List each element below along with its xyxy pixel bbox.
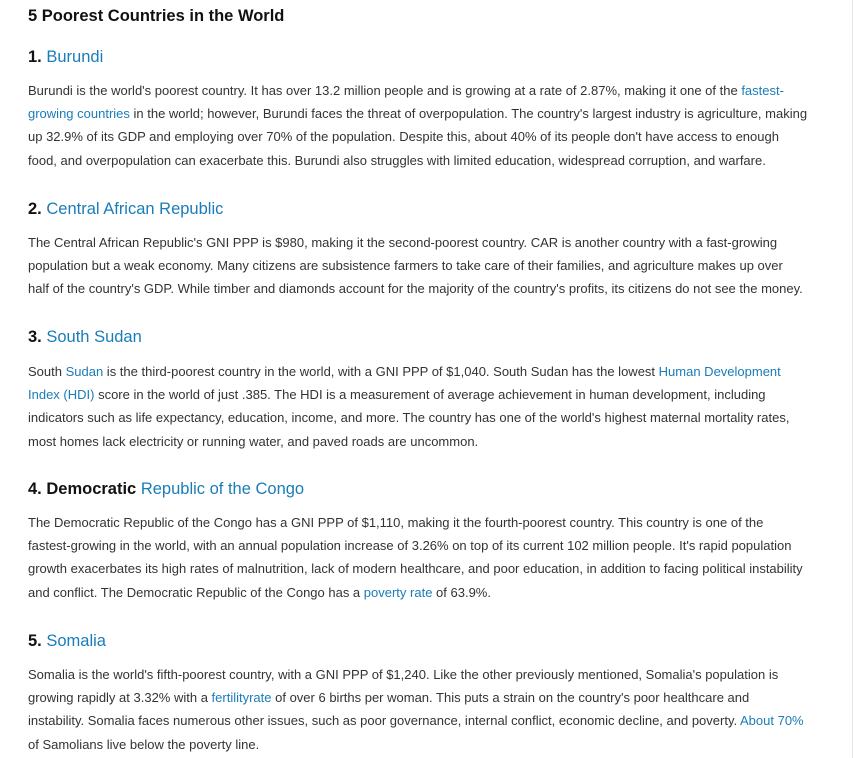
paragraph-line: Somalia is the world's fifth-poorest country, with a GNI PPP of $1,240. Like the other previously mentioned, Somalia's population is (28, 667, 779, 682)
section-paragraph-somalia (28, 663, 828, 756)
country-link-somalia[interactable]: Somalia (46, 632, 106, 650)
article-title: 5 Poorest Countries in the World (28, 7, 285, 25)
paragraph-line: The Central African Republic's GNI PPP is $980, making it the second-poorest country. CAR is another country with a fast-growing (28, 235, 778, 250)
country-link-south-sudan[interactable]: South Sudan (46, 328, 142, 346)
section-number: 4. (28, 480, 42, 498)
paragraph-line: instability. Somalia faces numerous other issues, such as poor governance, internal conflict, economic decline, and poverty. About 70% (28, 713, 804, 729)
section-heading-democratic-republic-of-the-congo (28, 480, 304, 499)
paragraph-line: South Sudan is the third-poorest country in the world, with a GNI PPP of $1,040. South Sudan has the lowest Human Development (28, 364, 781, 379)
human-development-index-link-continued[interactable]: Index (HDI) (28, 387, 95, 403)
fertility-rate-link[interactable]: fertilityrate (211, 690, 272, 706)
paragraph-line: fastest-growing in the world, with an annual population increase of 3.26% on top of its current 102 million people. It's rapid population (28, 538, 792, 554)
section-paragraph-central-african-republic (28, 231, 828, 301)
country-link-republic-of-the-congo[interactable]: Republic of the Congo (140, 480, 305, 498)
section-number: 1. (28, 48, 42, 66)
paragraph-line: growing rapidly at 3.32% with a fertilityrate of over 6 births per woman. This puts a strain on the country's poor healthcare and (28, 690, 750, 706)
fastest-growing-countries-link[interactable]: fastest- (741, 83, 784, 98)
paragraph-line: growing countries in the world; however, Burundi faces the threat of overpopulation. The country's largest industry is agriculture, making (28, 106, 808, 122)
paragraph-line: Burundi is the world's poorest country. It has over 13.2 million people and is growing at a rate of 2.87%, making it one of the fastest- (28, 83, 784, 98)
poverty-rate-link[interactable]: poverty rate (363, 584, 433, 600)
sudan-link[interactable]: Sudan (65, 364, 104, 379)
section-paragraph-democratic-republic-of-the-congo (28, 511, 828, 604)
human-development-index-link[interactable]: Human Development (658, 364, 781, 379)
section-heading-south-sudan (28, 328, 142, 347)
section-number: 2. (28, 200, 42, 218)
section-heading-central-african-republic (28, 200, 223, 219)
paragraph-line: up 32.9% of its GDP and employing over 70% of the population. Despite this, about 40% of its people don't have access to enough (28, 129, 779, 145)
section-heading-plain-text: Democratic (46, 480, 137, 498)
fastest-growing-countries-link-continued[interactable]: growing countries (28, 106, 130, 122)
paragraph-line: Index (HDI) score in the world of just .385. The HDI is a measurement of average achievement in human development, including (28, 387, 766, 403)
paragraph-line: indicators such as life expectancy, education, income, and more. The country has one of the world's highest maternal mortality rates, (28, 410, 790, 426)
section-paragraph-south-sudan (28, 360, 828, 453)
paragraph-line: growth exacerbates its high rates of malnutrition, lack of modern healthcare, and poor education, in addition to facing political instability (28, 561, 803, 577)
paragraph-line: of Samolians live below the poverty line. (28, 736, 260, 752)
section-paragraph-burundi (28, 79, 828, 172)
about-70-percent-link[interactable]: About 70% (740, 713, 804, 729)
section-number: 3. (28, 328, 42, 346)
paragraph-line: population but a weak economy. Many citizens are subsistence farmers to take care of their families, and agriculture makes up over (28, 258, 783, 274)
paragraph-line: food, and overpopulation can exacerbate this. Burundi also struggles with limited education, widespread corruption, and warfare. (28, 152, 766, 168)
country-link-central-african-republic[interactable]: Central African Republic (46, 200, 224, 218)
paragraph-line: and conflict. The Democratic Republic of the Congo has a poverty rate of 63.9%. (28, 584, 491, 600)
paragraph-line: The Democratic Republic of the Congo has a GNI PPP of $1,110, making it the fourth-poorest country. This country is one of the (28, 515, 764, 530)
section-heading-somalia (28, 632, 106, 651)
paragraph-line: most homes lack electricity or running water, and paved roads are uncommon. (28, 433, 479, 449)
country-link-burundi[interactable]: Burundi (46, 48, 104, 66)
section-number: 5. (28, 632, 42, 650)
paragraph-line: half of the country's GDP. While timber and diamonds account for the majority of the country's profits, its citizens do not see the money. (28, 281, 803, 297)
section-heading-burundi (28, 48, 103, 67)
